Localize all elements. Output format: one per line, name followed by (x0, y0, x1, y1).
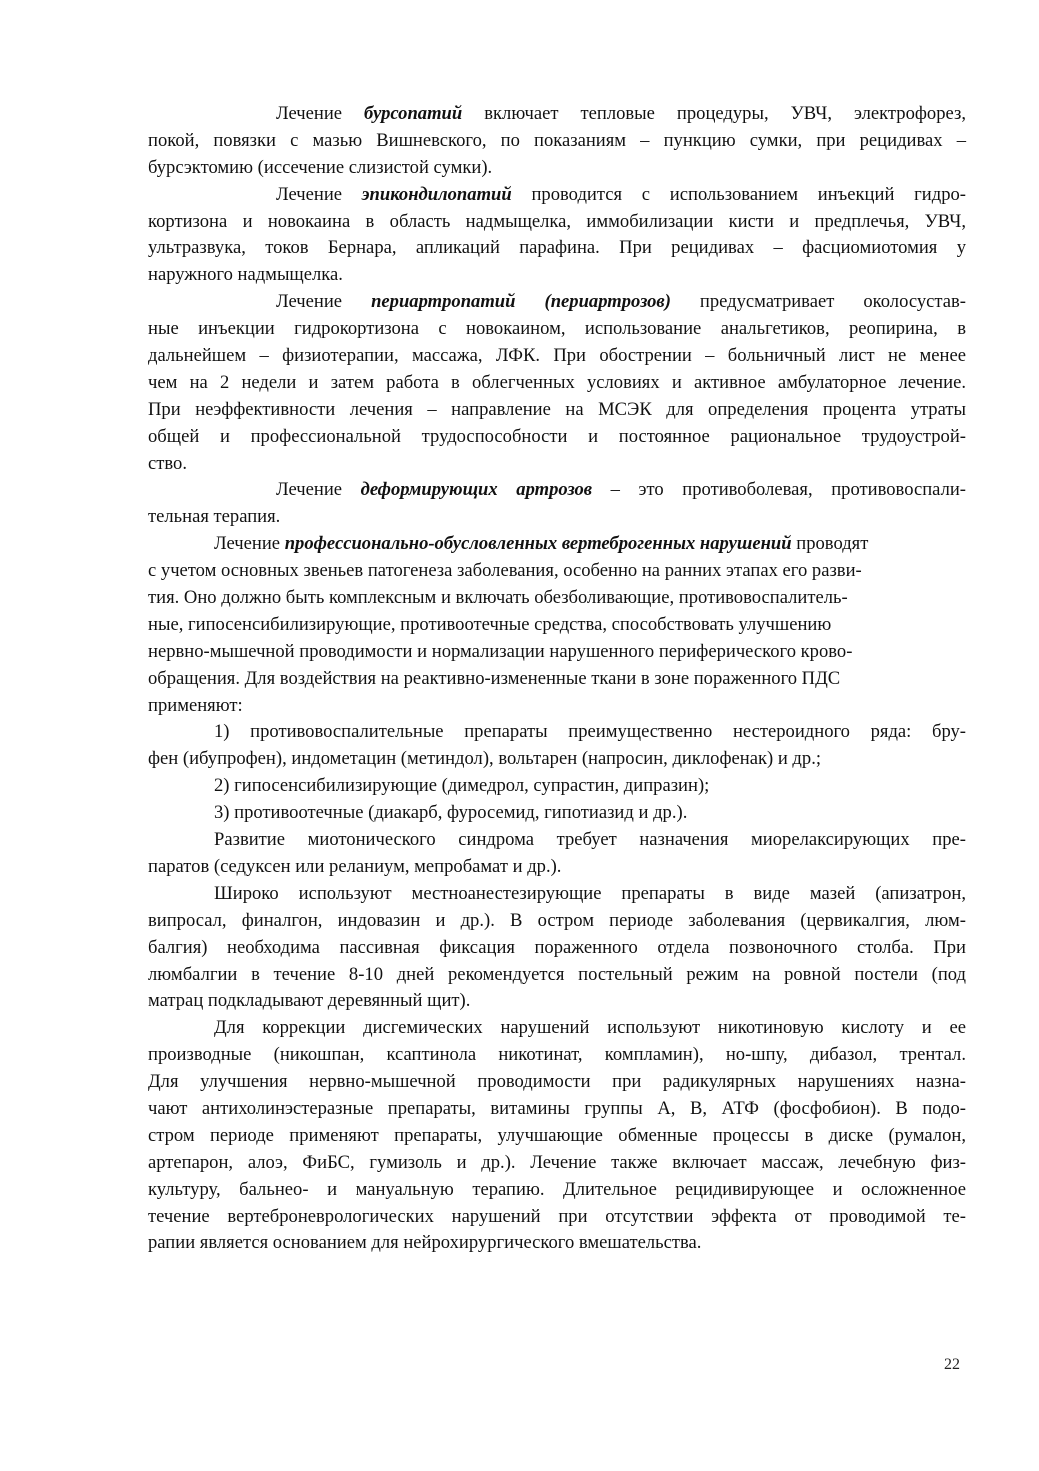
text-line (148, 182, 966, 209)
text-line (148, 827, 966, 854)
text-run: балгия) необходима пассивная фиксация пораженного отдела позвоночного столба. При (148, 936, 966, 958)
text-line (148, 693, 966, 720)
text-line (148, 316, 966, 343)
text-run: Развитие миотонического синдрома требует назначения миорелаксирующих пре- (214, 829, 966, 851)
paragraph (148, 101, 966, 182)
text-line (148, 558, 966, 585)
text-run: покой, повязки с мазью Вишневского, по показаниям – пункцию сумки, при рецидивах – (148, 129, 966, 151)
text-line (148, 477, 966, 504)
text-run: культуру, бальнео- и мануальную терапию. Длительное рецидивирующее и осложненное (148, 1178, 966, 1200)
text-run: дальнейшем – физиотерапии, массажа, ЛФК. При обострении – больничный лист не менее (148, 345, 966, 367)
text-line (148, 612, 966, 639)
text-line (148, 1042, 966, 1069)
text-run: включает тепловые процедуры, УВЧ, электрофорез, (462, 103, 966, 124)
text-line (148, 209, 966, 236)
text-line (148, 908, 966, 935)
paragraph (148, 881, 966, 1015)
text-run: проводится с использованием инъекций гидро- (511, 183, 966, 205)
text-line (148, 854, 966, 881)
text-run: – это противоболевая, противовоспали- (592, 479, 966, 501)
page-number: 22 (944, 1356, 960, 1373)
text-run: рапии является основанием для нейрохирургического вмешательства. (148, 1232, 702, 1254)
text-line (148, 235, 966, 262)
text-run: ные инъекции гидрокортизона с новокаином, использование анальгетиков, реопирина, в (148, 318, 966, 340)
text-line (148, 988, 966, 1015)
text-run: чают антихолинэстеразные препараты, витамины группы А, В, АТФ (фосфобион). В подо- (148, 1097, 966, 1119)
text-run: кортизона и новокаина в область надмыщелка, иммобилизации кисти и предплечья, УВЧ, (148, 210, 966, 232)
text-run: Лечение (276, 479, 361, 501)
text-run: ные, гипосенсибилизирующие, противоотечные средства, способствовать улучшению (148, 613, 832, 635)
text-run: артепарон, алоэ, ФиБС, гумизоль и др.). Лечение также включает массаж, лечебную физ- (148, 1151, 966, 1173)
emphasized-term: бурсопатий (364, 103, 463, 124)
text-run: наружного надмыщелка. (148, 264, 343, 286)
text-run: Лечение (276, 183, 362, 205)
text-line (148, 1204, 966, 1231)
emphasized-term: профессионально-обусловленных вертеброгенных нарушений (284, 533, 792, 555)
text-line (148, 666, 966, 693)
text-line (148, 397, 966, 424)
text-line (148, 504, 966, 531)
text-line (148, 451, 966, 478)
paragraph (148, 289, 966, 477)
text-run: Для коррекции дисгемических нарушений используют никотиновую кислоту и ее (214, 1017, 966, 1039)
text-line (148, 585, 966, 612)
text-run: Широко используют местноанестезирующие препараты в виде мазей (апизатрон, (214, 882, 966, 904)
text-run: паратов (седуксен или реланиум, мепробамат и др.). (148, 855, 562, 877)
text-run: с учетом основных звеньев патогенеза заболевания, особенно на ранних этапах его разви- (148, 560, 862, 582)
text-line (148, 262, 966, 289)
text-run: люмбалгии в течение 8-10 дней рекомендуется постельный режим на ровной постели (под (148, 963, 966, 985)
text-run: чем на 2 недели и затем работа в облегченных условиях и активное амбулаторное лечение. (148, 371, 966, 393)
text-run: обращения. Для воздействия на реактивно-измененные ткани в зоне пораженного ПДС (148, 667, 841, 689)
text-line (148, 1069, 966, 1096)
paragraph (148, 1015, 966, 1257)
text-line (148, 424, 966, 451)
text-run: стром периоде применяют препараты, улучшающие обменные процессы в диске (румалон, (148, 1124, 966, 1146)
text-line (148, 1015, 966, 1042)
document-body (148, 101, 966, 1257)
text-run: производные (никошпан, ксаптинола никотинат, компламин), но-шпу, дибазол, трентал. (148, 1044, 966, 1066)
text-run: Лечение (276, 291, 372, 313)
text-line (148, 128, 966, 155)
text-run: общей и профессиональной трудоспособности и постоянное рациональное трудоустрой- (148, 425, 966, 447)
text-line (148, 962, 966, 989)
text-line (148, 370, 966, 397)
paragraph (148, 827, 966, 881)
text-run: 1) противовоспалительные препараты преимущественно нестероидного ряда: бру- (214, 721, 966, 743)
text-run: ство. (148, 452, 187, 474)
paragraph (148, 773, 966, 800)
text-line (148, 531, 966, 558)
text-line (148, 746, 966, 773)
text-line (148, 101, 966, 128)
text-line (148, 719, 966, 746)
text-line (148, 1230, 966, 1257)
text-run: бурсэктомию (иссечение слизистой сумки). (148, 156, 493, 178)
text-run: применяют: (148, 694, 243, 716)
emphasized-term: эпикондилопатий (361, 183, 512, 205)
paragraph (148, 182, 966, 290)
text-run: Лечение (276, 103, 365, 124)
text-run: матрац подкладывают деревянный щит). (148, 990, 471, 1012)
text-line (148, 773, 966, 800)
text-line (148, 1123, 966, 1150)
text-run: тия. Оно должно быть комплексным и включать обезболивающие, противовоспалитель- (148, 587, 848, 609)
text-line (148, 800, 966, 827)
text-run: випросал, финалгон, индовазин и др.). В остром периоде заболевания (цервикалгия, люм- (148, 909, 966, 931)
text-line (148, 639, 966, 666)
text-run: фен (ибупрофен), индометацин (метиндол), вольтарен (напросин, диклофенак) и др.; (148, 748, 822, 770)
text-run: нервно-мышечной проводимости и нормализации нарушенного периферического крово- (148, 640, 853, 662)
emphasized-term: деформирующих артрозов (360, 479, 593, 501)
text-line (148, 881, 966, 908)
paragraph (148, 477, 966, 531)
text-run: 2) гипосенсибилизирующие (димедрол, супрастин, дипразин); (214, 775, 710, 797)
text-run: течение вертеброневрологических нарушений при отсутствии эффекта от проводимой те- (148, 1205, 966, 1227)
text-line (148, 935, 966, 962)
text-run: ультразвука, токов Бернара, апликаций парафина. При рецидивах – фасциомиотомия у (148, 237, 966, 259)
text-run: 3) противоотечные (диакарб, фуросемид, гипотиазид и др.). (214, 802, 688, 824)
text-line (148, 1177, 966, 1204)
text-line (148, 1096, 966, 1123)
text-run: При неэффективности лечения – направление на МСЭК для определения процента утраты (148, 398, 966, 420)
text-run: предусматривает околосустав- (670, 291, 966, 313)
text-line (148, 289, 966, 316)
text-line (148, 155, 966, 182)
paragraph (148, 531, 966, 719)
text-run: тельная терапия. (148, 506, 281, 528)
text-run: Для улучшения нервно-мышечной проводимости при радикулярных нарушениях назна- (148, 1071, 966, 1093)
text-run: Лечение (214, 533, 285, 555)
text-line (148, 343, 966, 370)
emphasized-term: периартропатий (периартрозов) (371, 291, 671, 313)
text-run: проводят (791, 533, 869, 555)
paragraph (148, 800, 966, 827)
paragraph (148, 719, 966, 773)
text-line (148, 1150, 966, 1177)
